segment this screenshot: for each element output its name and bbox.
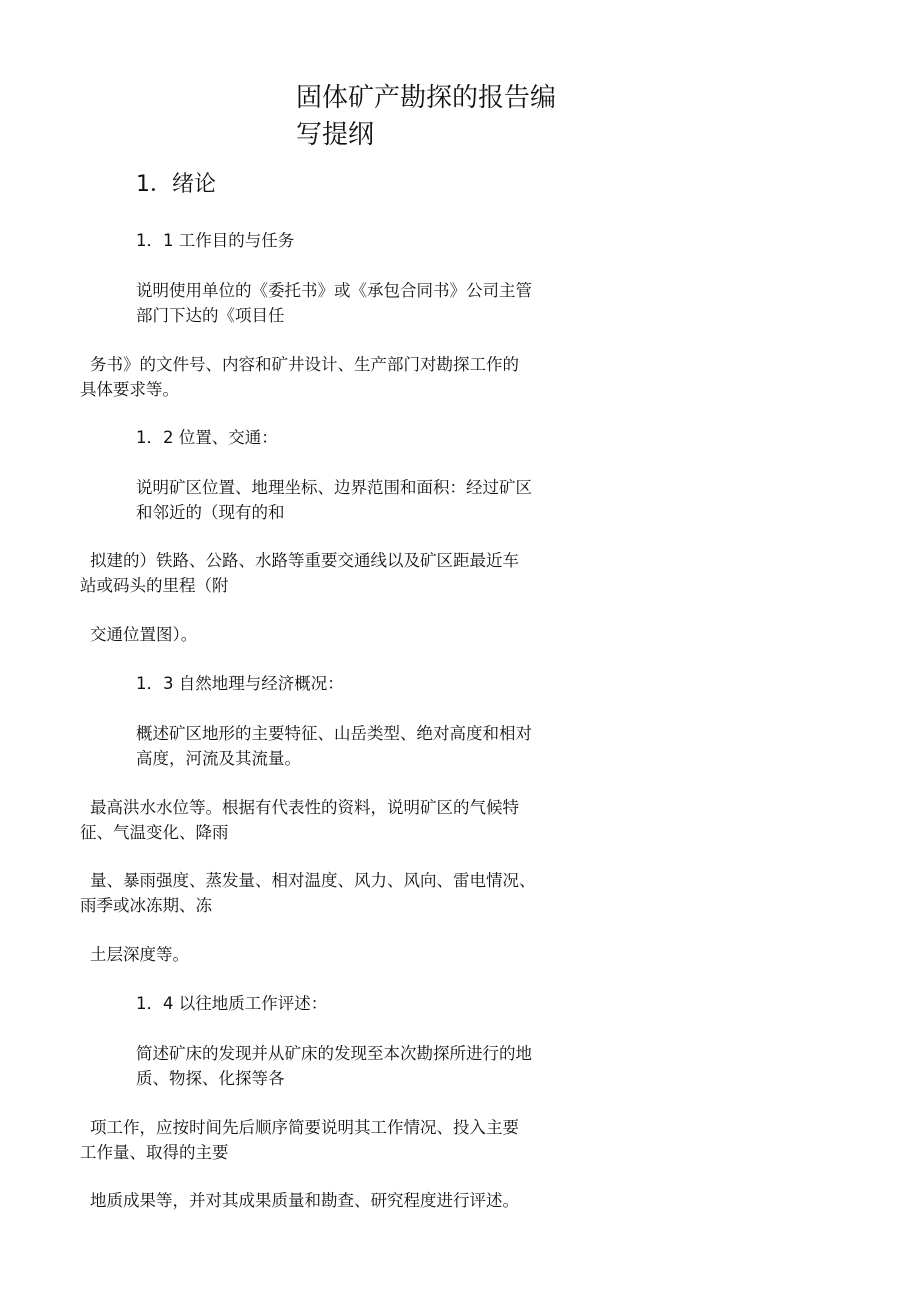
title-line-2: 写提纲 (296, 120, 375, 150)
text-line: 质、物探、化探等各 (136, 1069, 285, 1088)
subsection-heading-1-4: 1．4 以往地质工作评述： (136, 994, 328, 1013)
text-line: 最高洪水水位等。根据有代表性的资料，说明矿区的气候特 (90, 798, 519, 817)
paragraph (136, 278, 532, 328)
text-line: 和邻近的（现有的和 (136, 503, 285, 522)
subsection-heading-1-1: 1．1 工作目的与任务 (136, 231, 295, 250)
text-line: 说明矿区位置、地理坐标、边界范围和面积：经过矿区 (136, 478, 532, 497)
text-line: 交通位置图）。 (90, 625, 198, 644)
paragraph (136, 1041, 532, 1091)
text-line: 项工作，应按时间先后顺序简要说明其工作情况、投入主要 (90, 1118, 519, 1137)
paragraph (80, 1115, 519, 1165)
text-line: 拟建的）铁路、公路、水路等重要交通线以及矿区距最近车 (90, 551, 519, 570)
text-line: 部门下达的《项目任 (136, 306, 285, 325)
paragraph (90, 1188, 519, 1213)
text-line: 具体要求等。 (80, 380, 179, 399)
text-line: 地质成果等，并对其成果质量和勘查、研究程度进行评述。 (90, 1191, 519, 1210)
title-line-1: 固体矿产勘探的报告编 (296, 83, 557, 113)
text-line: 量、暴雨强度、蒸发量、相对温度、风力、风向、雷电情况、 (90, 871, 536, 890)
document-title (296, 80, 596, 154)
subsection-heading-1-3: 1．3 自然地理与经济概况： (136, 674, 344, 693)
paragraph (90, 622, 197, 647)
text-line: 站或码头的里程（附 (80, 576, 229, 595)
text-line: 工作量、取得的主要 (80, 1143, 229, 1162)
paragraph (80, 868, 536, 918)
text-line: 征、气温变化、降雨 (80, 823, 229, 842)
paragraph (80, 548, 519, 598)
text-line: 概述矿区地形的主要特征、山岳类型、绝对高度和相对 (136, 724, 532, 743)
paragraph (136, 721, 532, 771)
text-line: 高度，河流及其流量。 (136, 749, 301, 768)
paragraph (80, 352, 519, 402)
paragraph (136, 475, 532, 525)
section-heading-introduction: 1．绪论 (136, 172, 216, 197)
text-line: 简述矿床的发现并从矿床的发现至本次勘探所进行的地 (136, 1044, 532, 1063)
text-line: 雨季或冰冻期、冻 (80, 896, 212, 915)
text-line: 务书》的文件号、内容和矿井设计、生产部门对勘探工作的 (90, 355, 519, 374)
paragraph (90, 942, 189, 967)
paragraph (80, 795, 519, 845)
subsection-heading-1-2: 1．2 位置、交通： (136, 428, 278, 447)
text-line: 土层深度等。 (90, 945, 189, 964)
text-line: 说明使用单位的《委托书》或《承包合同书》公司主管 (136, 281, 532, 300)
